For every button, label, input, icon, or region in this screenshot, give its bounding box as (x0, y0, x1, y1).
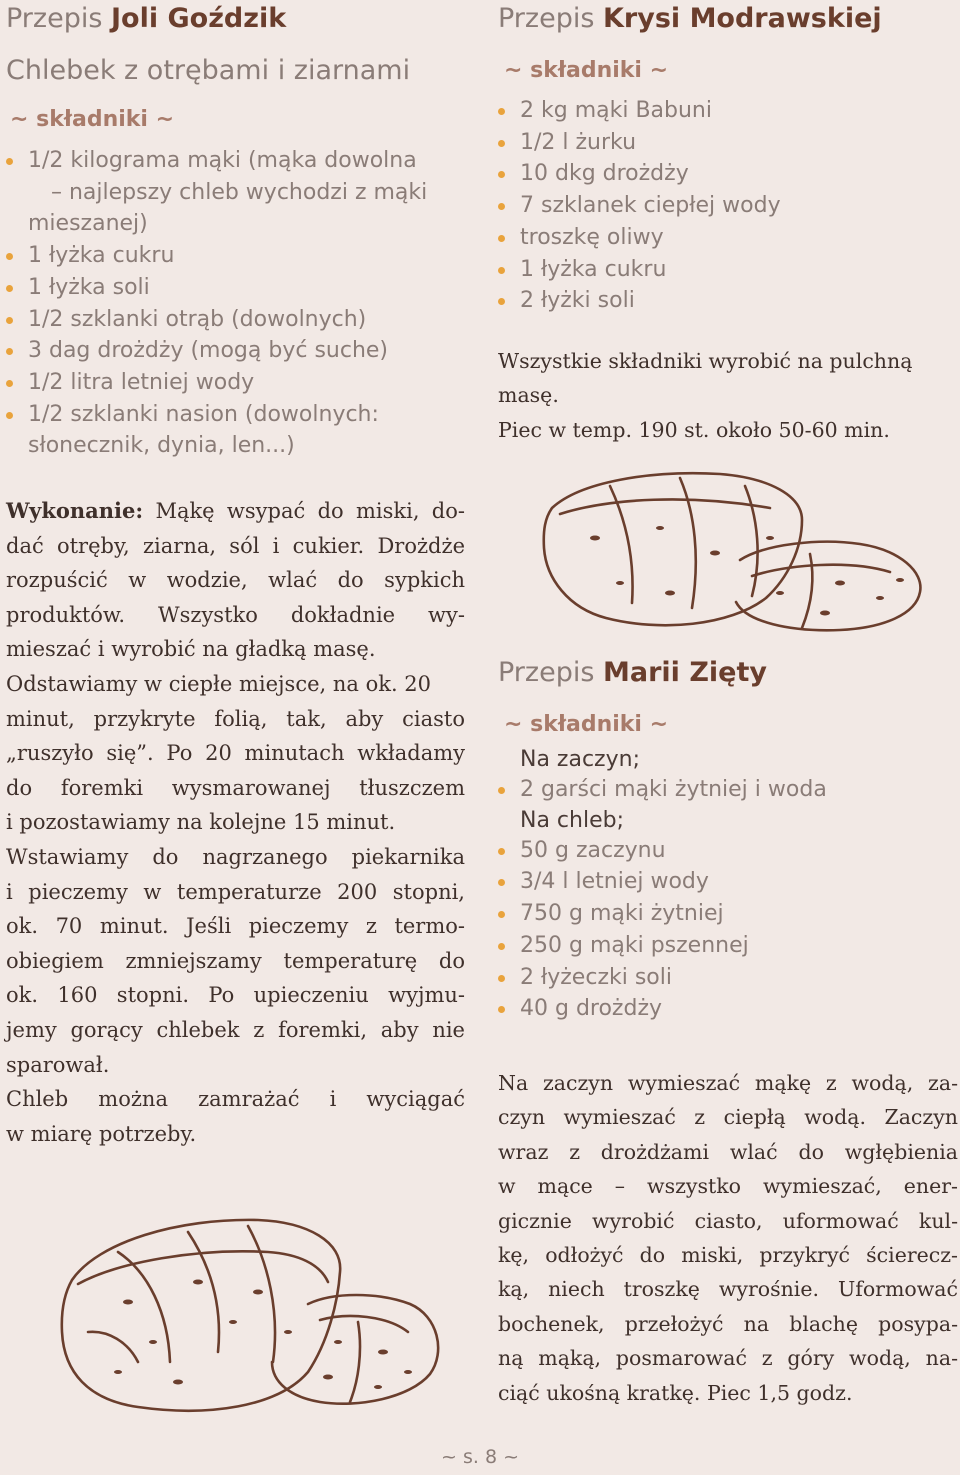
recipe-prefix: Przepis (498, 3, 595, 34)
recipe-heading (498, 656, 960, 690)
ingredients-list (6, 145, 466, 462)
ingredient-item: 3 dag drożdży (mogą być suche) (6, 335, 466, 367)
method-label: Wykonanie: (6, 498, 144, 523)
recipe-joli (6, 2, 466, 462)
method-line: minut, przykryte folią, tak, aby ciasto (6, 706, 465, 731)
recipe-heading (498, 2, 960, 36)
method-line: i pieczemy w temperaturze 200 stopni, (6, 879, 465, 904)
method-line: dać otręby, ziarna, sól i cukier. Drożdże (6, 533, 465, 558)
ingredient-item: 250 g mąki pszennej (498, 930, 960, 962)
method-marii (498, 1066, 958, 1410)
bread-illustration (540, 468, 930, 633)
method-line: Wstawiamy do nagrzanego piekarnika (6, 844, 465, 869)
method-line: ok. 70 minut. Jeśli pieczemy z termo- (6, 914, 465, 939)
method-line: w mące – wszystko wymieszać, ener- (498, 1174, 958, 1199)
ingredient-item: 1 łyżka cukru (6, 240, 466, 272)
ingredient-item: 2 garści mąki żytniej i woda (498, 774, 960, 806)
ingredient-item: 1 łyżka cukru (498, 254, 960, 286)
method-joli (6, 494, 465, 1151)
ingredient-item: 2 łyżeczki soli (498, 962, 960, 994)
method-line: Piec w temp. 190 st. około 50-60 min. (498, 417, 890, 442)
recipe-author: Joli Goździk (111, 3, 287, 34)
recipe-prefix: Przepis (6, 3, 103, 34)
ingredient-item: 1 łyżka soli (6, 272, 466, 304)
dish-title: Chlebek z otrębami i ziarnami (6, 55, 411, 86)
method-line: obiegiem zmniejszamy temperaturę do (6, 948, 465, 973)
ingredient-subheading: Na chleb; (520, 807, 624, 833)
method-line: w miarę potrzeby. (6, 1121, 197, 1146)
method-line: Chleb można zamrażać i wyciągać (6, 1087, 465, 1112)
method-line: produktów. Wszystko dokładnie wy- (6, 602, 465, 627)
recipe-author: Krysi Modrawskiej (603, 3, 882, 34)
method-line: „ruszyło się”. Po 20 minutach wkładamy (6, 741, 465, 766)
method-line: i pozostawiamy na kolejne 15 minut. (6, 810, 396, 835)
ingredient-subheading: Na zaczyn; (520, 747, 640, 772)
method-line: sparował. (6, 1052, 110, 1077)
method-line: mieszać i wyrobić na gładką masę. (6, 637, 376, 662)
ingredients-list (498, 745, 960, 1025)
ingredient-item: 10 dkg drożdży (498, 158, 960, 190)
method-line: masę. (498, 383, 559, 408)
method-line: do foremki wysmarowanej tłuszczem (6, 775, 465, 800)
method-line: wraz z drożdżami wlać do wgłębienia (498, 1139, 958, 1164)
recipe-prefix: Przepis (498, 657, 595, 688)
page-number: ~ s. 8 ~ (441, 1446, 519, 1468)
ingredient-item: 50 g zaczynu (498, 835, 960, 867)
method-line: czyn wymieszać z ciepłą wodą. Zaczyn (498, 1105, 958, 1130)
method-line: ną mąką, posmarować z góry wodą, na- (498, 1346, 958, 1371)
method-line: Wykonanie: Mąkę wsypać do miski, do- (6, 498, 465, 523)
ingredient-item: 1/2 l żurku (498, 127, 960, 159)
ingredient-item: 1/2 szklanki nasion (dowolnych: słonecznik, dynia, len...) (6, 399, 466, 462)
method-line: bochenek, przełożyć na blachę posypa- (498, 1311, 958, 1336)
ingredient-item: 1/2 litra letniej wody (6, 367, 466, 399)
ingredient-item: 3/4 l letniej wody (498, 866, 960, 898)
ingredient-item: 40 g drożdży (498, 993, 960, 1025)
method-line: Wszystkie składniki wyrobić na pulchną (498, 348, 913, 373)
ingredient-item: 1/2 kilograma mąki (mąka dowolna – najlepszy chleb wychodzi z mąki mieszanej) (6, 145, 466, 240)
ingredients-label: ~ składniki ~ (10, 107, 175, 132)
ingredient-item: troszkę oliwy (498, 222, 960, 254)
bread-illustration (58, 1212, 448, 1417)
method-line: ok. 160 stopni. Po upieczeniu wyjmu- (6, 983, 465, 1008)
method-line: kę, odłożyć do miski, przykryć ścierecz- (498, 1243, 958, 1268)
recipe-marii (498, 656, 960, 1025)
method-line: ką, niech troszkę wyrośnie. Uformować (498, 1277, 958, 1302)
method-krysi (498, 344, 960, 448)
method-line: ciąć ukośną kratkę. Piec 1,5 godz. (498, 1380, 853, 1405)
method-line: Na zaczyn wymieszać mąkę z wodą, za- (498, 1071, 958, 1095)
ingredient-item: 2 kg mąki Babuni (498, 95, 960, 127)
method-line: rozpuścić w wodzie, wlać do sypkich (6, 568, 465, 593)
recipe-heading (6, 2, 466, 36)
method-line: gicznie wyrobić ciasto, uformować kul- (498, 1208, 958, 1233)
method-line: Odstawiamy w ciepłe miejsce, na ok. 20 (6, 671, 432, 696)
ingredients-label: ~ składniki ~ (504, 712, 669, 737)
method-line: jemy gorący chlebek z foremki, aby nie (6, 1017, 465, 1042)
ingredients-list (498, 95, 960, 317)
ingredient-item: 750 g mąki żytniej (498, 898, 960, 930)
ingredient-item: 2 łyżki soli (498, 285, 960, 317)
ingredient-item: 7 szklanek ciepłej wody (498, 190, 960, 222)
recipe-krysi (498, 2, 960, 447)
recipe-author: Marii Zięty (603, 657, 767, 688)
ingredient-item: 1/2 szklanki otrąb (dowolnych) (6, 304, 466, 336)
ingredients-label: ~ składniki ~ (504, 58, 669, 83)
